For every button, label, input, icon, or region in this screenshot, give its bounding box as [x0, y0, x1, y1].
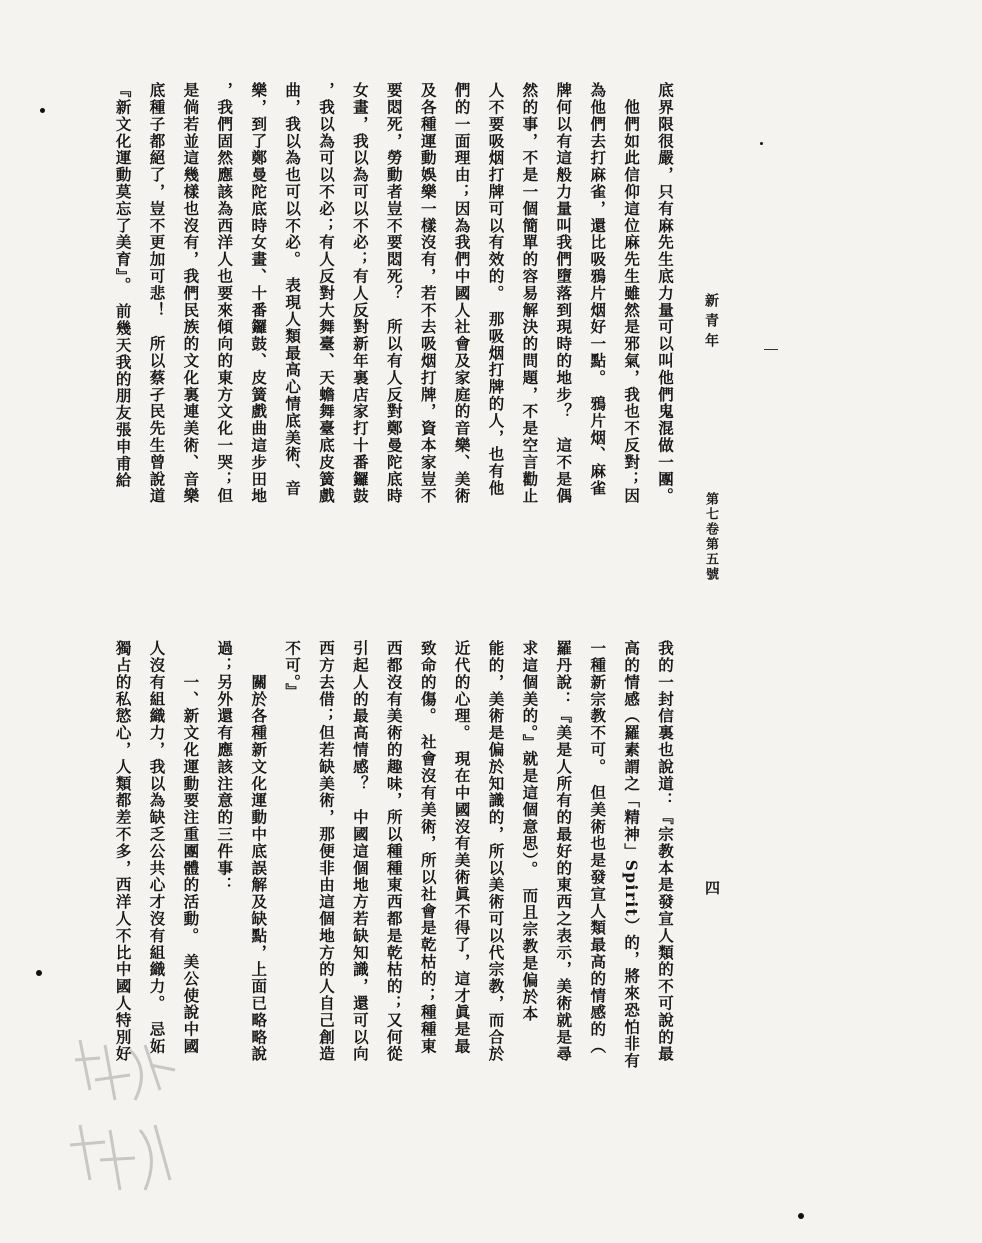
bottom-half-text-column: 不可。』 [283, 640, 303, 700]
top-half-text-column: 然的事，不是一個簡單的容易解決的問題，不是空言勸止 [520, 82, 540, 505]
scan-speck [40, 108, 45, 113]
bottom-half-text-column: 引起人的最高情感？ 中國這個地方若缺知識，還可以向 [350, 640, 370, 1063]
top-half-text-column: 們的一面理由；因為我們中國人社會及家庭的音樂、美術 [452, 82, 472, 505]
top-half-text-column: 人不要吸烟打牌可以有效的。 那吸烟打牌的人，也有他 [486, 82, 506, 497]
top-half-text-column: 牌何以有這般力量叫我們墮落到現時的地步？ 這不是偶 [554, 82, 574, 505]
top-half-text-column: 為他們去打麻雀，還比吸鴉片烟好一點。 鴉片烟、麻雀 [588, 82, 608, 497]
top-half-text-column: ，我以為可以不必；有人反對大舞臺、天蟾舞臺底皮簧戲 [317, 82, 336, 505]
journal-title: 新青年 [703, 293, 719, 353]
bottom-half-text-column: 能的，美術是偏於知識的，所以美術可以代宗教，而合於 [486, 640, 506, 1063]
bottom-half-text-column: 近代的心理。 現在中國沒有美術眞不得了，這才眞是最 [452, 640, 472, 1055]
bottom-half-text-column: 求這個美的。』就是這個意思）。 而且宗教是偏於本 [520, 640, 540, 1023]
page-divider-mark [764, 349, 778, 350]
scan-speck [36, 970, 42, 976]
scan-speck [798, 1213, 804, 1219]
bottom-half-text-column: 人沒有組織力，我以為缺乏公共心才沒有組織力。 忌妬 [147, 640, 167, 1055]
top-half-text-column: 女畫，我以為可以不必；有人反對新年裏店家打十番鑼鼓 [350, 82, 370, 505]
bottom-half-text-column: 致命的傷。 社會沒有美術，所以社會是乾枯的；種種東 [418, 640, 438, 1055]
top-half-text-column: 要悶死，勞動者豈不要悶死？ 所以有人反對鄭曼陀底時 [384, 82, 404, 505]
top-half-text-column: ，我們固然應該為西洋人也要來傾向的東方文化一哭；但 [215, 82, 235, 505]
bottom-half-text-column: 西方去借；但若缺美術，那便非由這個地方的人自己創造 [317, 640, 336, 1063]
bottom-half-text-column: 羅丹說：『美是人所有的最好的東西之表示，美術就是尋 [554, 640, 574, 1063]
bottom-half-text-column: 關於各種新文化運動中底誤解及缺點，上面已略略說 [249, 640, 269, 1063]
library-watermark [60, 1030, 180, 1200]
bottom-half-text-column: 過；另外還有應該注意的三件事： [215, 640, 235, 894]
top-half-text-column: 及各種運動娛樂一樣沒有，若不去吸烟打牌，資本家豈不 [418, 82, 438, 505]
issue-number: 第七卷第五號 [703, 492, 718, 582]
top-half-text-column: 曲，我以為也可以不必。 表現人類最高心情底美術、音 [283, 82, 303, 497]
top-half-text-column: 底種子都絕了，豈不更加可悲！ 所以蔡孑民先生曾說道 [147, 82, 167, 505]
scan-speck [760, 142, 763, 145]
top-half-text-column: 樂，到了鄭曼陀底時女畫、十番鑼鼓、皮簧戲曲這步田地 [249, 82, 269, 505]
bottom-half-text-column: 我的一封信裏也說道：『宗教本是發宣人類的不可說的最 [656, 640, 675, 1063]
bottom-half-text-column: 高的情感（羅素謂之「精神」Spirit）的，將來恐怕非有 [622, 640, 642, 1070]
bottom-half-text-column: 一、新文化運動要注重團體的活動。 美公使說中國 [181, 640, 201, 1055]
bottom-half-text-column: 西都沒有美術的趣味，所以種種東西都是乾枯的；又何從 [384, 640, 404, 1063]
top-half-text-column: 是倘若並這幾樣也沒有，我們民族的文化裏連美術、音樂 [181, 82, 201, 505]
top-half-text-column: 底界限很嚴，只有麻先生底力量可以叫他們鬼混做一團。 [656, 82, 675, 505]
bottom-half-text-column: 一種新宗教不可。 但美術也是發宣人類最高的情感的（ [588, 640, 608, 1055]
top-half-text-column: 『新文化運動莫忘了美育』。 前幾天我的朋友張申甫給 [113, 82, 133, 489]
page-number: 四 [703, 880, 721, 901]
top-half-text-column: 他們如此信仰這位麻先生雖然是邪氣，我也不反對；因 [622, 82, 642, 505]
bottom-half-text-column: 獨占的私慾心，人類都差不多，西洋人不比中國人特別好 [113, 640, 133, 1063]
